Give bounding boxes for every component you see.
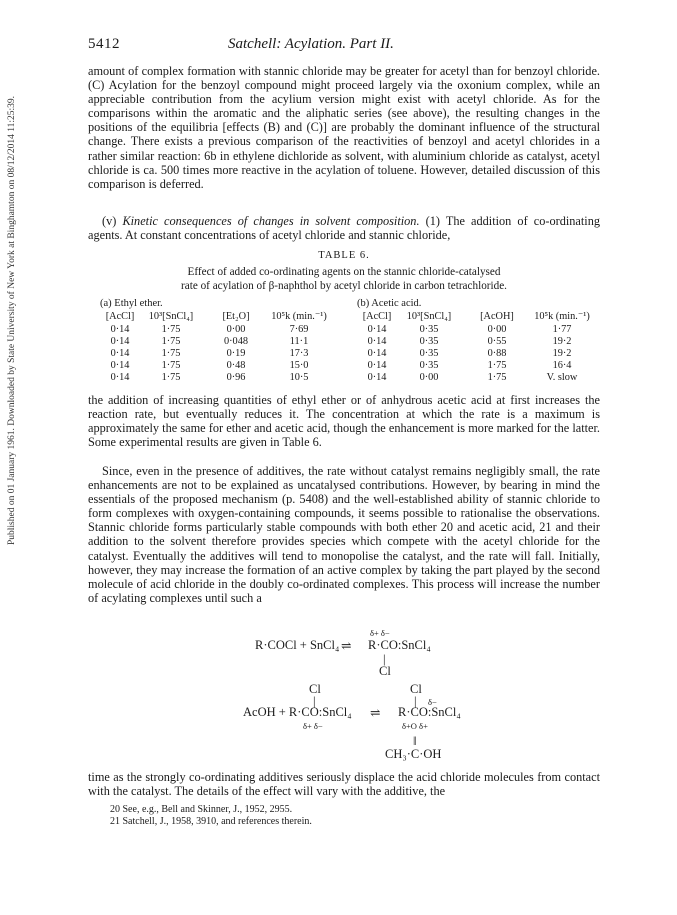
page-number: 5412 xyxy=(88,36,120,52)
table-cell: 16·4 xyxy=(552,360,572,371)
table-cell: 0·19 xyxy=(226,348,246,359)
table-cell: 0·55 xyxy=(487,336,507,347)
table-cell: 0·48 xyxy=(226,360,246,371)
eq1-right: R·CO:SnCl₄ xyxy=(368,638,431,652)
eq2-left: AcOH + R·CO:SnCl₄ xyxy=(243,705,352,719)
paragraph-1: amount of complex formation with stannic chloride may be greater for acetyl than for benzoyl chloride. (C) Acylation for the benzoyl compound might proceed largely via the oxonium complex, while an appreciable contribution from the acylium version might exist with acetyl chloride. As for the comparisons within the aromatic and the aliphatic series (see above), the resulting changes in the positions of the equilibria [effects (B) and (C)] are probably the dominant influence of the structural change. There exists a previous comparison of the reactivities of benzoyl and acetyl chlorides in a rather similar reaction: 6b in ethylene dichloride as solvent, with aluminium chloride as catalyst, acetyl chloride is ca. 500 times more reactive in the acylation of toluene. However, detailed discussion of this comparison is deferred. xyxy=(88,64,600,191)
part-b-column-3 xyxy=(523,311,601,384)
eq2-o: δ+O δ+ xyxy=(402,721,428,731)
table-cell: 0·14 xyxy=(367,348,387,359)
table-cell: 11·1 xyxy=(289,336,309,347)
eq2-bond-left: | xyxy=(313,694,316,708)
table-cell: 0·35 xyxy=(419,360,439,371)
paragraph-2-rest: (1) The addition of co-ordinating agents. At constant concentrations of acetyl chloride and stannic chloride, xyxy=(88,214,600,243)
table-cell: 1·75 xyxy=(161,372,181,383)
table-header-cell: 10⁵k (min.⁻¹) xyxy=(271,311,327,322)
part-b-column-2 xyxy=(474,311,520,384)
table-cell: 19·2 xyxy=(552,348,572,359)
table-cell: 0·35 xyxy=(419,324,439,335)
eq1-arrow: ⇌ xyxy=(341,639,352,653)
table-cell: 0·00 xyxy=(487,324,507,335)
part-a-column-2 xyxy=(213,311,259,384)
table-cell: V. slow xyxy=(546,372,578,383)
part-a-column-1 xyxy=(140,311,202,384)
eq2-charge-right: δ− xyxy=(428,697,437,707)
table-cell: 0·00 xyxy=(226,324,246,335)
download-watermark: Published on 01 January 1961. Downloaded by State University of New York at Binghamton on 08/12/2014 11:25:39. xyxy=(7,95,17,545)
table-cell: 10·5 xyxy=(289,372,309,383)
footnote-21: 21 Satchell, J., 1958, 3910, and references therein. xyxy=(110,816,312,827)
eq1-cl: Cl xyxy=(379,664,391,678)
table-cell: 7·69 xyxy=(289,324,309,335)
eq1-charge: δ+ δ− xyxy=(370,628,390,638)
table-header-cell: [AcOH] xyxy=(480,311,514,322)
table-header-cell: [Et₂O] xyxy=(222,311,250,322)
part-b-column-0 xyxy=(357,311,397,384)
table-header-cell: 10³[SnCl₄] xyxy=(406,311,452,322)
table-cell: 1·75 xyxy=(487,372,507,383)
eq2-cl-left: Cl xyxy=(309,682,321,696)
table-cell: 0·14 xyxy=(110,336,130,347)
eq2-right: R·CO:SnCl₄ xyxy=(398,705,461,719)
table-cell: 0·14 xyxy=(110,372,130,383)
table-cell: 0·14 xyxy=(110,360,130,371)
paragraph-3: the addition of increasing quantities of ethyl ether or of anhydrous acetic acid at first increases the reaction rate, but eventually reduces it. The concentration at which the rate is a maximum is approximately the same for ether and acetic acid, though the enhancement is more marked for the latter. Some experimental results are given in Table 6. xyxy=(88,393,600,450)
table-caption-line-2: rate of acylation of β-naphthol by acetyl chloride in carbon tetrachloride. xyxy=(181,280,507,292)
table-cell: 1·75 xyxy=(161,324,181,335)
part-b-column-1 xyxy=(398,311,460,384)
eq1-left: R·COCl + SnCl₄ xyxy=(255,638,340,652)
table-cell: 0·048 xyxy=(223,336,249,347)
table-header-cell: [AcCl] xyxy=(105,311,135,322)
eq2-charge-left: δ+ δ− xyxy=(303,721,323,731)
table-cell: 0·00 xyxy=(419,372,439,383)
eq2-bottom: CH₃·C·OH xyxy=(385,747,442,761)
paragraph-2 xyxy=(88,214,600,242)
table-cell: 1·75 xyxy=(161,336,181,347)
table-cell: 0·14 xyxy=(367,372,387,383)
table-part-b-title: (b) Acetic acid. xyxy=(357,298,422,309)
table-cell: 0·14 xyxy=(367,360,387,371)
table-cell: 1·75 xyxy=(161,360,181,371)
table-part-a-title: (a) Ethyl ether. xyxy=(100,298,163,309)
running-header xyxy=(88,36,600,56)
table-cell: 0·35 xyxy=(419,336,439,347)
footnote-20: 20 See, e.g., Bell and Skinner, J., 1952, 2955. xyxy=(110,804,293,815)
eq2-bond-right: | xyxy=(414,694,417,708)
table-cell: 1·77 xyxy=(552,324,572,335)
table-caption-line-1: Effect of added co-ordinating agents on the stannic chloride-catalysed xyxy=(187,266,501,278)
table-cell: 1·75 xyxy=(161,348,181,359)
paragraph-5: time as the strongly co-ordinating additives seriously displace the acid chloride molecules from contact with the catalyst. The details of the effect will vary with the additive, the xyxy=(88,770,600,799)
eq2-cl-right: Cl xyxy=(410,682,422,696)
paragraph-2-heading: Kinetic consequences of changes in solvent composition. xyxy=(122,214,420,228)
table-cell: 0·35 xyxy=(419,348,439,359)
part-a-column-3 xyxy=(260,311,338,384)
table-header-cell: 10³[SnCl₄] xyxy=(148,311,194,322)
table-cell: 19·2 xyxy=(552,336,572,347)
table-cell: 0·14 xyxy=(110,348,130,359)
eq2-arrow: ⇌ xyxy=(370,706,381,720)
paragraph-2-lead: (v) xyxy=(102,214,123,228)
table-header-cell: 10⁵k (min.⁻¹) xyxy=(534,311,590,322)
part-a-column-0 xyxy=(100,311,140,384)
running-title: Satchell: Acylation. Part II. xyxy=(228,36,394,52)
table-cell: 15·0 xyxy=(289,360,309,371)
table-cell: 0·88 xyxy=(487,348,507,359)
table-label: TABLE 6. xyxy=(318,250,370,261)
table-cell: 0·14 xyxy=(367,336,387,347)
table-cell: 0·14 xyxy=(110,324,130,335)
table-cell: 1·75 xyxy=(487,360,507,371)
table-header-cell: [AcCl] xyxy=(362,311,392,322)
eq1-bond: | xyxy=(383,652,386,666)
paragraph-4: Since, even in the presence of additives, the rate without catalyst remains negligibly small, the rate enhancements are not to be explained as uncatalysed contributions. However, by bearing in mind the essentials of the proposed mechanism (p. 5408) and the well-established ability of stannic chloride to form complexes with oxygen-containing compounds, it seems possible to rationalise the observations. Stannic chloride forms particularly stable compounds with both ether 20 and acetic acid, 21 and their addition to the solvent therefore provides species which compete with the acetyl chloride for the catalyst. Eventually the additives will tend to monopolise the catalyst, and the rate will fall. Initially, however, they may increase the formation of an active complex by taking the part played by the second molecule of acid chloride in the doubly co-ordinated complexes. This process will increase the number of acylating complexes until such a xyxy=(88,464,600,605)
table-cell: 17·3 xyxy=(289,348,309,359)
table-cell: 0·14 xyxy=(367,324,387,335)
table-cell: 0·96 xyxy=(226,372,246,383)
eq2-double-bond: ‖ xyxy=(413,734,417,748)
